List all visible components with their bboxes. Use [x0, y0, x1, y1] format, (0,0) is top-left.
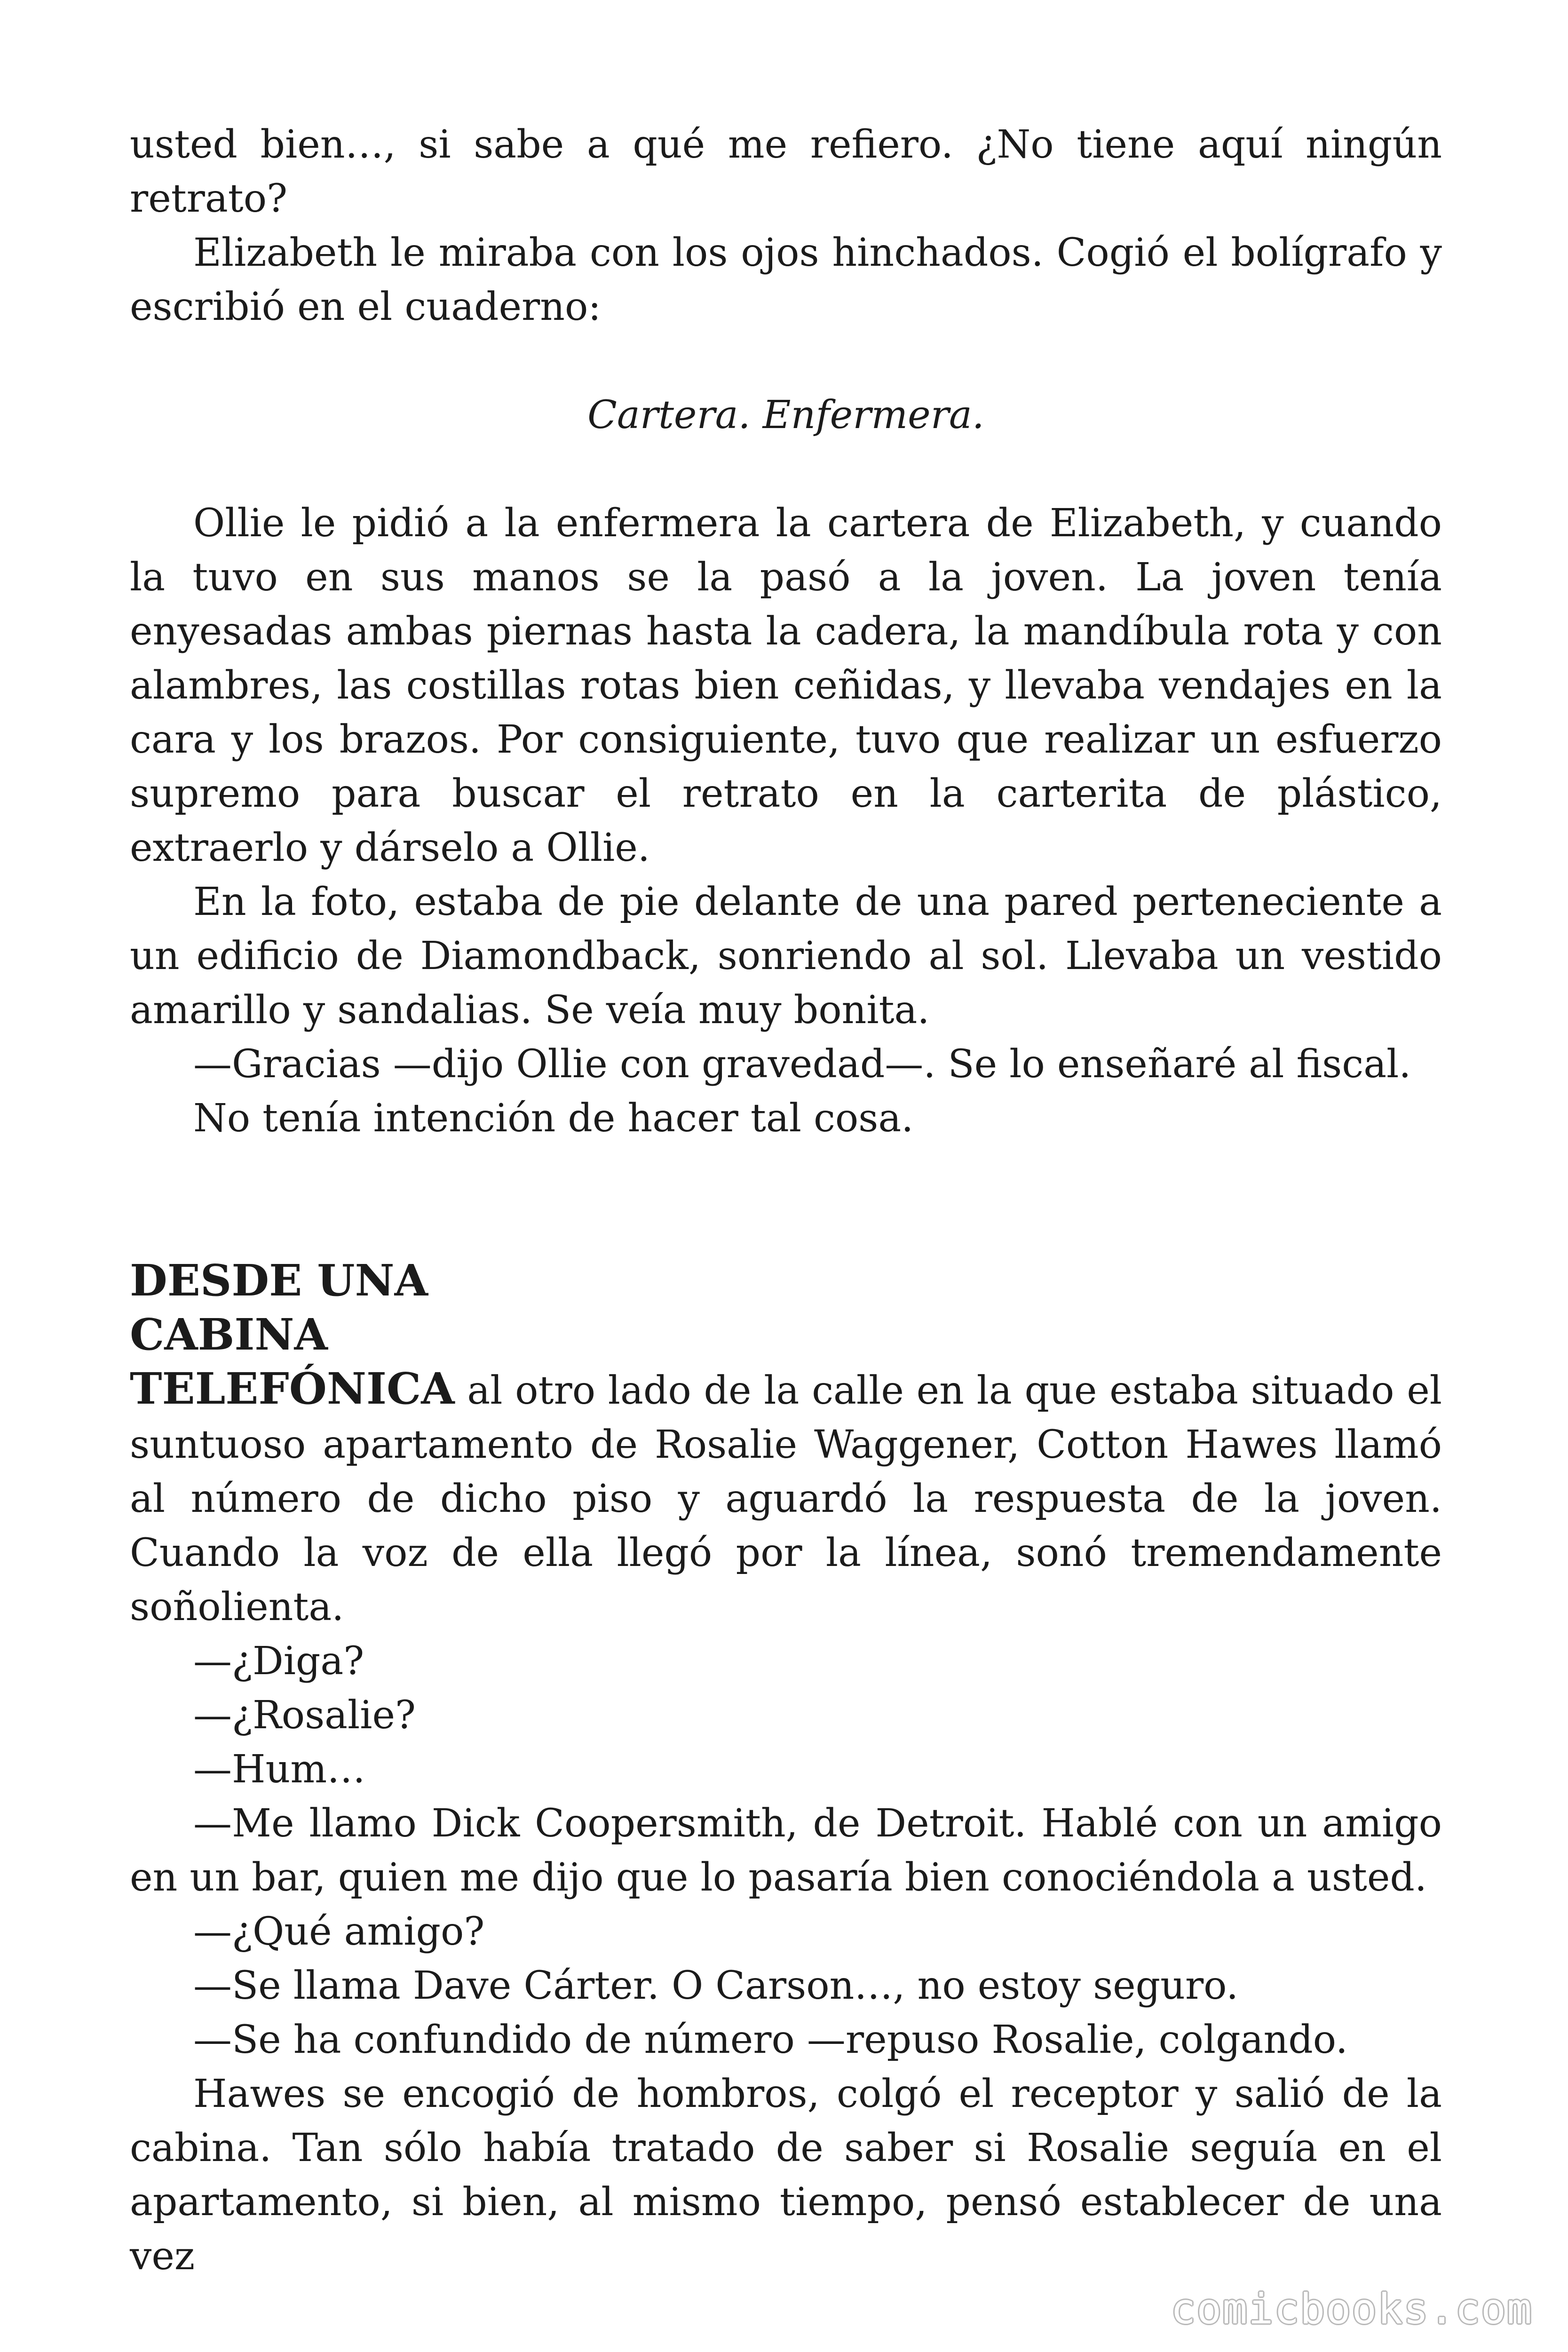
paragraph-continuation: usted bien…, si sabe a qué me refiero. ¿No tiene aquí ningún retrato?: [130, 122, 1442, 221]
site-watermark: comicbooks.com: [1171, 2285, 1533, 2333]
dialogue-line: —¿Diga?: [193, 1639, 364, 1684]
paragraph-photo: En la foto, estaba de pie delante de una pared perteneciente a un edificio de Diamondback, sonriendo al sol. Llevaba un vestido amarillo y sandalias. Se veía muy bonita.: [130, 880, 1442, 1033]
handwritten-note: Cartera. Enfermera.: [587, 393, 984, 437]
dialogue-line: —Me llamo Dick Coopersmith, de Detroit. Hablé con un amigo en un bar, quien me dijo que lo pasaría bien conociéndola a usted.: [130, 1801, 1442, 1900]
section-opening-text: al otro lado de la calle en la que estaba situado el suntuoso apartamento de Rosalie Waggener, Cotton Hawes llamó al número de dicho piso y aguardó la respuesta de la joven. Cuando la voz de ella llegó por la línea, sonó tremendamente soñolienta.: [130, 1368, 1442, 1629]
paragraph-no-intention: No tenía intención de hacer tal cosa.: [193, 1096, 914, 1141]
section-heading-line-3: TELEFÓNICA: [130, 1363, 455, 1414]
dialogue-line: —Gracias —dijo Ollie con gravedad—. Se lo enseñaré al fiscal.: [193, 1042, 1411, 1087]
book-page: [130, 118, 1442, 2283]
paragraph-elizabeth-writes: Elizabeth le miraba con los ojos hinchados. Cogió el bolígrafo y escribió en el cuaderno:: [130, 230, 1442, 329]
section-opening-paragraph: [130, 1362, 1442, 1634]
paragraph-hawes-leaves: Hawes se encogió de hombros, colgó el receptor y salió de la cabina. Tan sólo había tratado de saber si Rosalie seguía en el apartamento, si bien, al mismo tiempo, pensó establecer de una vez: [130, 2072, 1442, 2279]
dialogue-line: —Se llama Dave Cárter. O Carson…, no estoy seguro.: [193, 1963, 1239, 2008]
dialogue-line: —Se ha confundido de número —repuso Rosalie, colgando.: [193, 2018, 1348, 2062]
section-heading-line-1: DESDE UNA: [130, 1255, 428, 1306]
dialogue-line: —¿Rosalie?: [193, 1693, 416, 1738]
dialogue-line: —¿Qué amigo?: [193, 1909, 485, 1954]
section-heading-line-2: CABINA: [130, 1309, 328, 1360]
paragraph-ollie-asks: Ollie le pidió a la enfermera la cartera de Elizabeth, y cuando la tuvo en sus manos se la pasó a la joven. La joven tenía enyesadas ambas piernas hasta la cadera, la mandíbula rota y con alambres, las costillas rotas bien ceñidas, y llevaba vendajes en la cara y los brazos. Por consiguiente, tuvo que realizar un esfuerzo supremo para buscar el retrato en la carterita de plástico, extraerlo y dárselo a Ollie.: [130, 501, 1442, 870]
section-break: [130, 1145, 1442, 1254]
dialogue-line: —Hum…: [193, 1747, 366, 1792]
